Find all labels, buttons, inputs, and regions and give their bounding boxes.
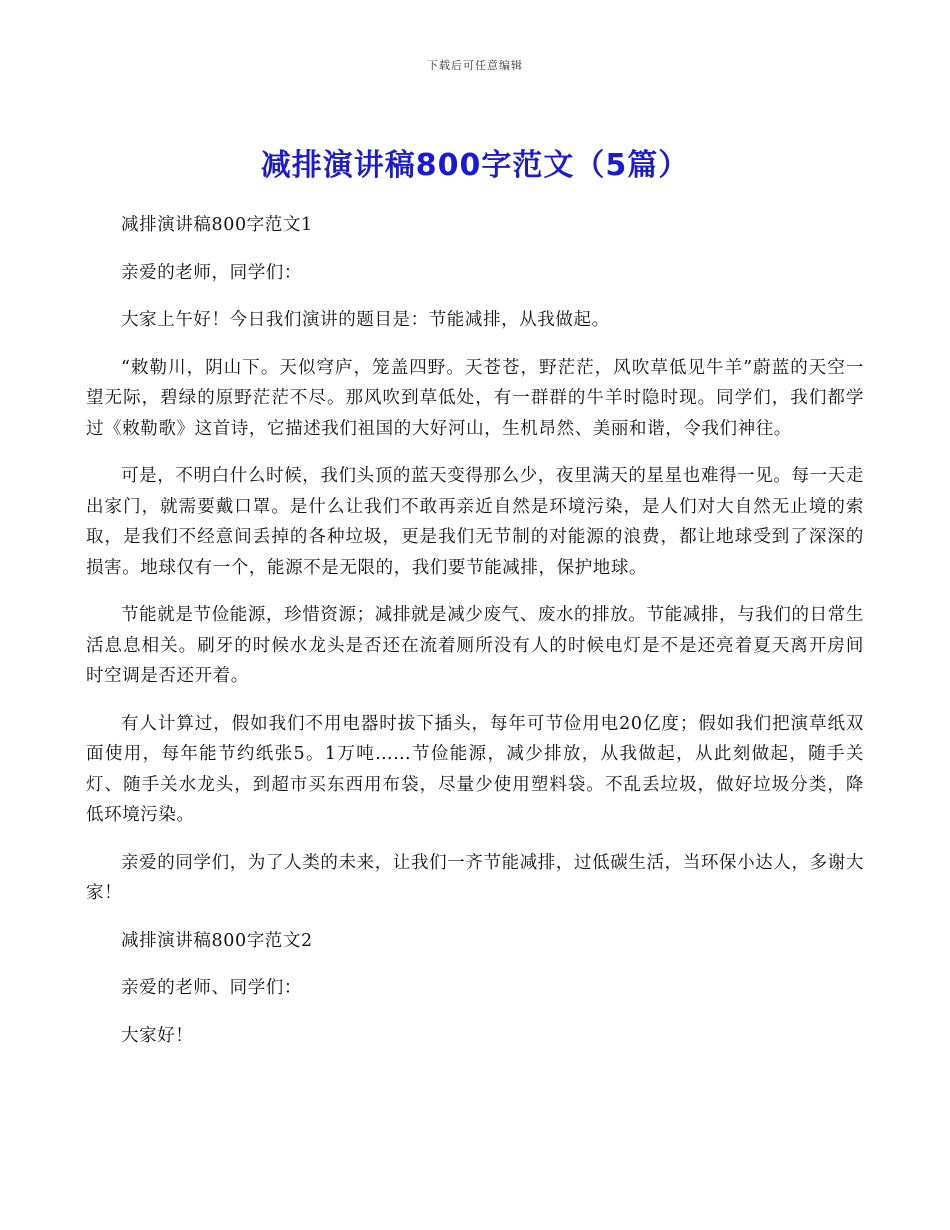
paragraph-body-1: “敕勒川，阴山下。天似穹庐，笼盖四野。天苍苍，野茫茫，风吹草低见牛羊”蔚蓝的天空一望无际，碧绿的原野茫茫不尽。那风吹到草低处，有一群群的牛羊时隐时现。同学们，我们都学过《敕勒歌》这首诗，它描述我们祖国的大好河山，生机昂然、美丽和谐，令我们神往。 — [86, 357, 864, 439]
document-body — [86, 210, 864, 1068]
header-note: 下载后可任意编辑 — [427, 59, 523, 72]
paragraph-section-heading-2: 减排演讲稿800字范文2 — [121, 930, 313, 951]
paragraph-greeting-1: 大家上午好！今日我们演讲的题目是：节能减排，从我做起。 — [121, 310, 610, 330]
paragraph-salutation-2: 亲爱的老师、同学们： — [121, 978, 302, 998]
paragraph-body-4: 有人计算过，假如我们不用电器时拔下插头，每年可节俭用电20亿度；假如我们把演草纸双面使用，每年能节约纸张5。1万吨……节俭能源，减少排放，从我做起，从此刻做起，随手关灯、随手关水龙头，到超市买东西用布袋，尽量少使用塑料袋。不乱丢垃圾，做好垃圾分类，降低环境污染。 — [86, 713, 864, 825]
paragraph-section-heading-1: 减排演讲稿800字范文1 — [121, 215, 313, 235]
paragraph-salutation-1: 亲爱的老师，同学们： — [121, 262, 302, 283]
paragraph-closing-1: 亲爱的同学们，为了人类的未来，让我们一齐节能减排，过低碳生活，当环保小达人，多谢大家！ — [86, 852, 864, 903]
paragraph-body-2: 可是，不明白什么时候，我们头顶的蓝天变得那么少，夜里满天的星星也难得一见。每一天走出家门，就需要戴口罩。是什么让我们不敢再亲近自然是环境污染，是人们对大自然无止境的索取，是我们不经意间丢掉的各种垃圾，更是我们无节制的对能源的浪费，都让地球受到了深深的损害。地球仅有一个，能源不是无限的，我们要节能减排，保护地球。 — [86, 466, 864, 578]
paragraph-body-3: 节能就是节俭能源，珍惜资源；减排就是减少废气、废水的排放。节能减排，与我们的日常生活息息相关。刷牙的时候水龙头是否还在流着厕所没有人的时候电灯是不是还亮着夏天离开房间时空调是否还开着。 — [86, 605, 864, 686]
paragraph-greeting-2: 大家好！ — [121, 1025, 194, 1046]
document-title: 减排演讲稿800字范文（5篇） — [260, 148, 690, 183]
